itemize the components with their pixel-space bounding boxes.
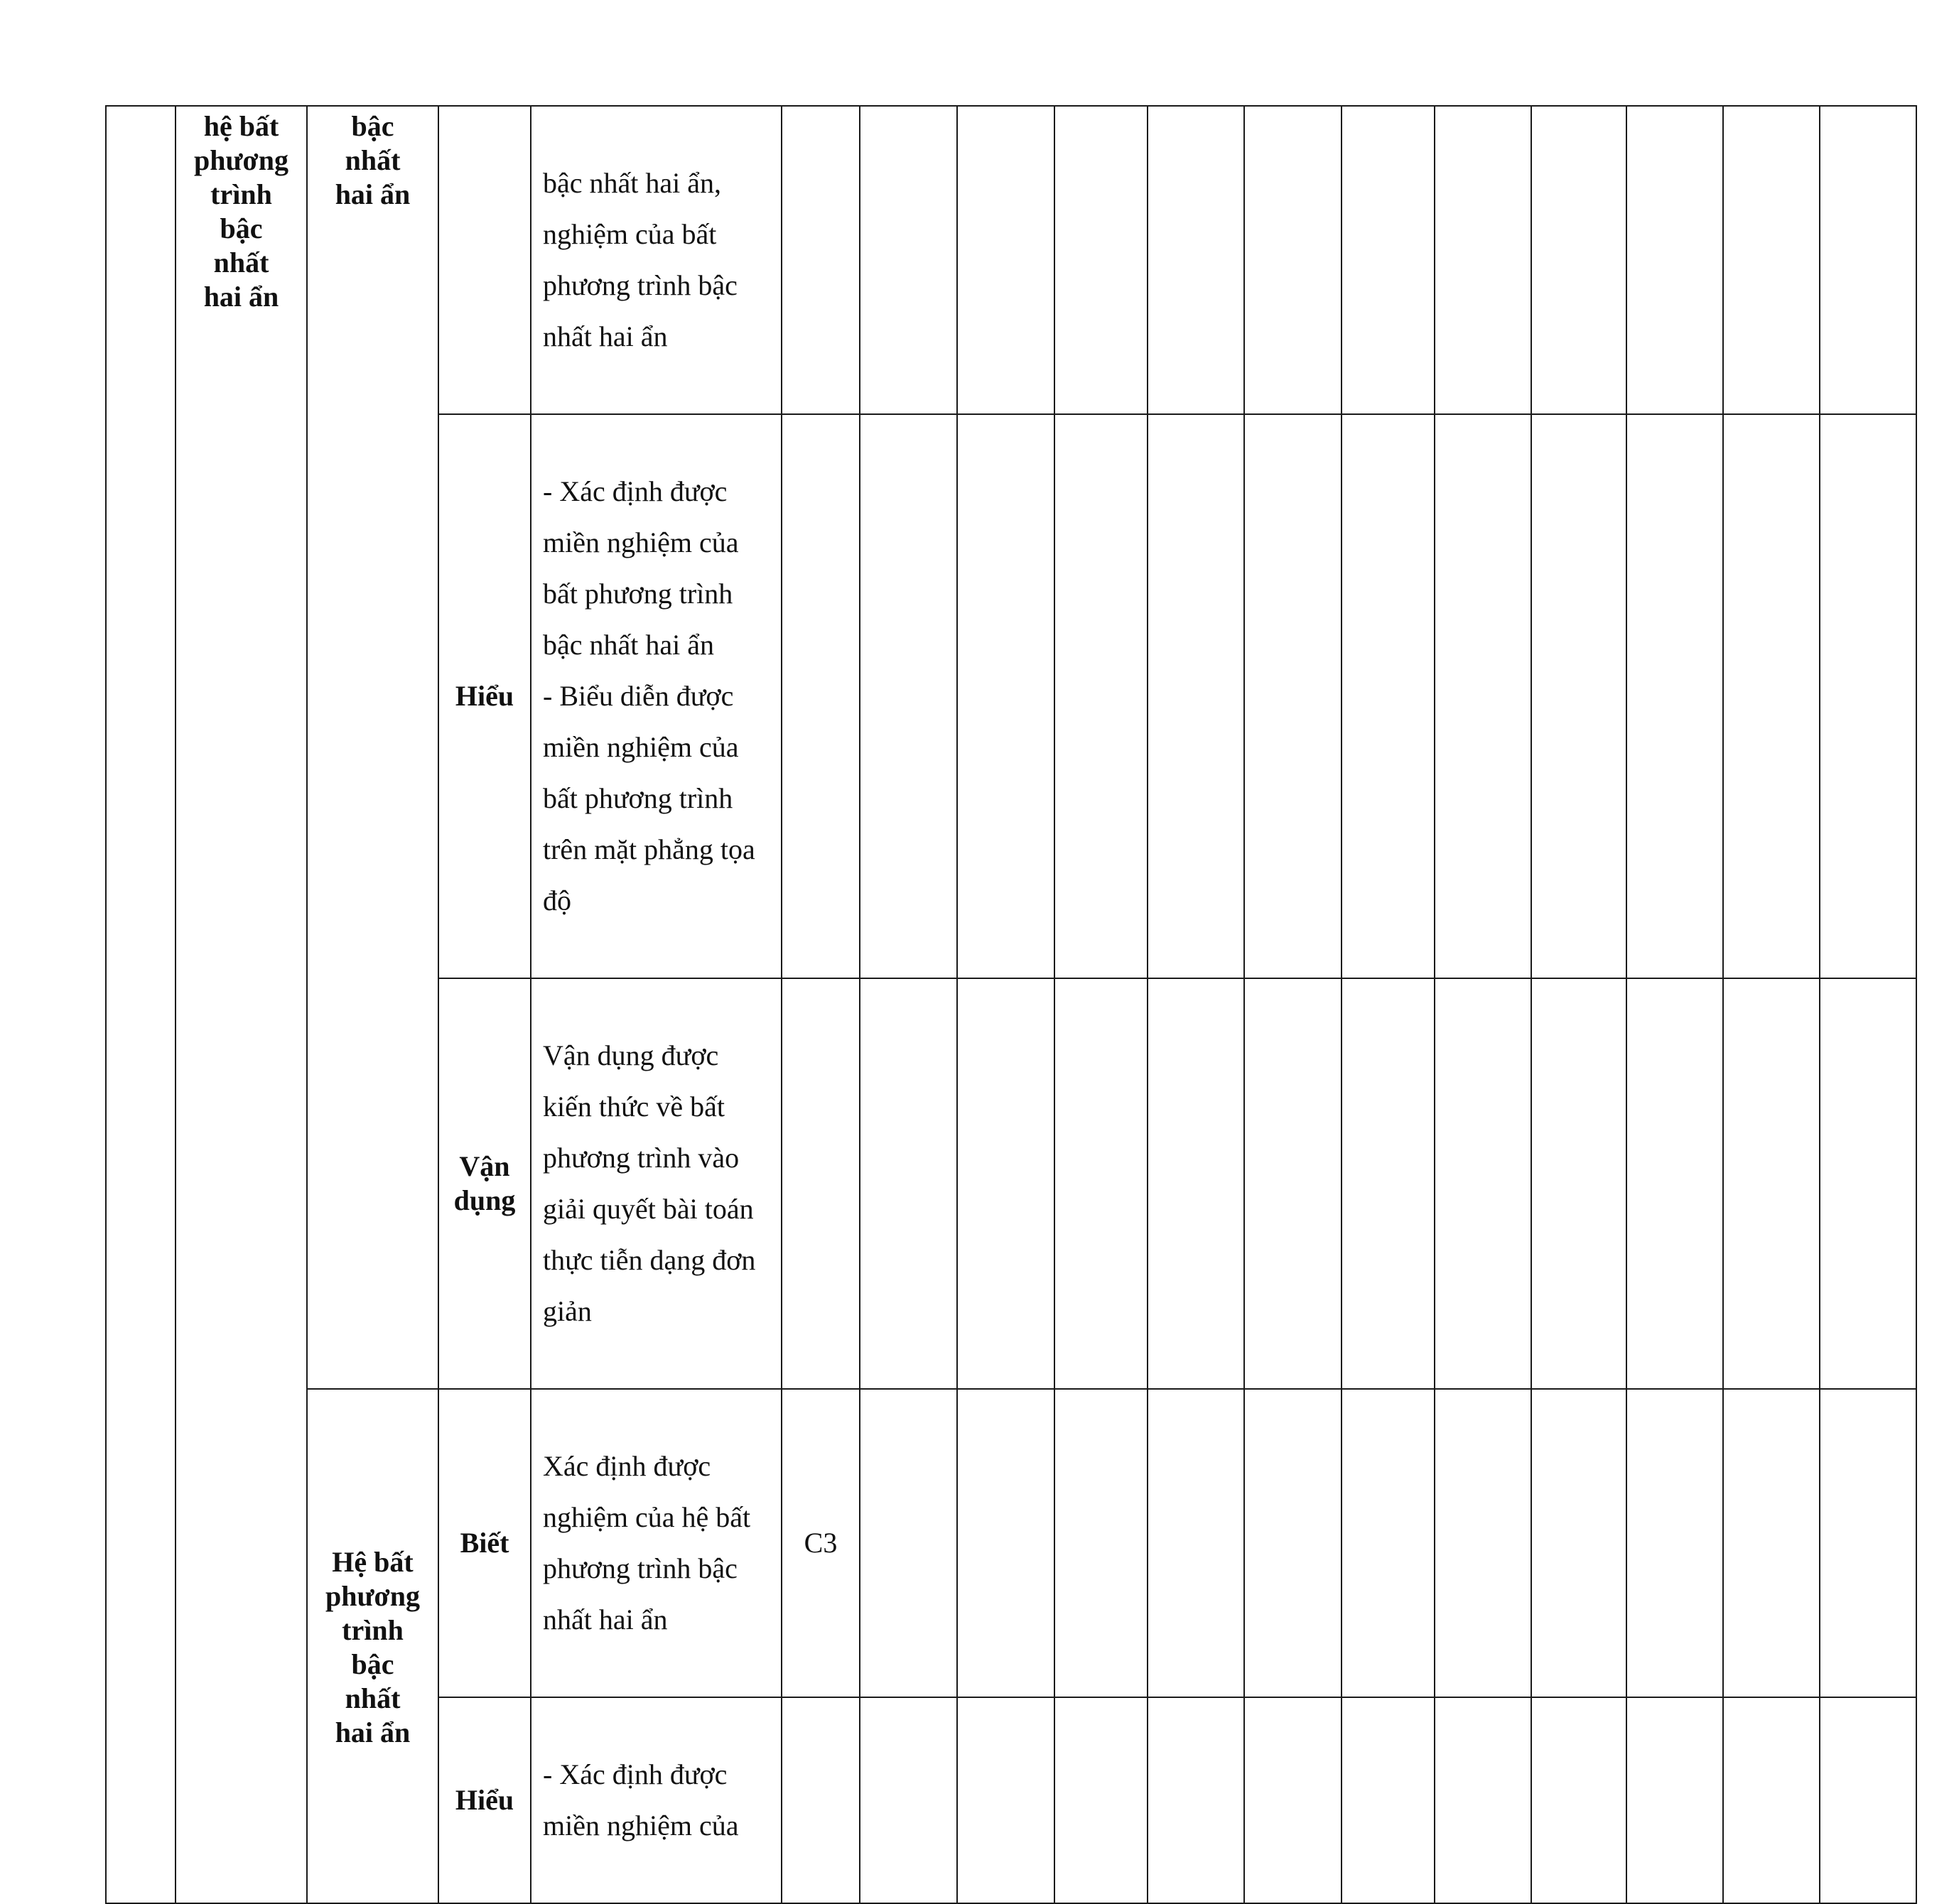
count-cell — [1626, 414, 1723, 978]
question-cell — [782, 106, 860, 414]
count-cell — [1723, 978, 1820, 1389]
count-cell — [1244, 978, 1342, 1389]
topic-label: hệ bất phương trình bậc nhất hai ẩn — [194, 110, 288, 313]
count-cell — [1342, 1697, 1435, 1903]
description-text: - Xác định được miền nghiệm của bất phương trình bậc nhất hai ẩn - Biểu diễn được miền nghiệm của bất phương trình trên mặt phẳng tọa độ — [543, 475, 755, 916]
count-cell — [1723, 106, 1820, 414]
level-label: Vận dụng — [453, 1150, 516, 1216]
level-label: Biết — [460, 1527, 509, 1559]
count-cell — [1531, 414, 1626, 978]
level-cell — [438, 1389, 531, 1697]
count-cell — [860, 414, 957, 978]
description-cell — [531, 978, 782, 1389]
index-cell — [106, 106, 176, 1903]
level-cell — [438, 1697, 531, 1903]
count-cell — [1626, 1389, 1723, 1697]
count-cell — [1820, 978, 1916, 1389]
description-cell — [531, 106, 782, 414]
count-cell — [957, 414, 1054, 978]
table-row — [106, 106, 1916, 414]
count-cell — [1148, 1389, 1244, 1697]
count-cell — [1723, 414, 1820, 978]
count-cell — [957, 1389, 1054, 1697]
count-cell — [1342, 414, 1435, 978]
count-cell — [1054, 1389, 1148, 1697]
count-cell — [1054, 978, 1148, 1389]
count-cell — [1626, 1697, 1723, 1903]
description-text: Vận dụng được kiến thức về bất phương trình vào giải quyết bài toán thực tiễn dạng đơn giản — [543, 1039, 756, 1327]
count-cell — [1820, 414, 1916, 978]
count-cell — [1723, 1389, 1820, 1697]
description-cell — [531, 414, 782, 978]
count-cell — [1820, 1697, 1916, 1903]
level-label: Hiểu — [455, 1784, 514, 1816]
count-cell — [1723, 1697, 1820, 1903]
table-row — [106, 1389, 1916, 1697]
count-cell — [1531, 1389, 1626, 1697]
count-cell — [1820, 106, 1916, 414]
count-cell — [1820, 1389, 1916, 1697]
level-label: Hiểu — [455, 680, 514, 712]
count-cell — [1244, 1697, 1342, 1903]
unit-label: bậc nhất hai ẩn — [335, 110, 411, 210]
unit-cell-inequality — [307, 106, 438, 1389]
count-cell — [860, 978, 957, 1389]
count-cell — [1342, 106, 1435, 414]
count-cell — [1435, 106, 1531, 414]
count-cell — [860, 1697, 957, 1903]
count-cell — [860, 1389, 957, 1697]
question-cell — [782, 1697, 860, 1903]
count-cell — [1435, 978, 1531, 1389]
level-cell — [438, 414, 531, 978]
count-cell — [1148, 414, 1244, 978]
description-text: - Xác định được miền nghiệm của — [543, 1758, 739, 1841]
count-cell — [1054, 106, 1148, 414]
count-cell — [957, 978, 1054, 1389]
count-cell — [1148, 978, 1244, 1389]
question-cell — [782, 1389, 860, 1697]
unit-label: Hệ bất phương trình bậc nhất hai ẩn — [325, 1546, 420, 1748]
count-cell — [957, 106, 1054, 414]
level-cell — [438, 978, 531, 1389]
count-cell — [1435, 1389, 1531, 1697]
count-cell — [1531, 1697, 1626, 1903]
question-cell — [782, 414, 860, 978]
count-cell — [957, 1697, 1054, 1903]
unit-cell-system — [307, 1389, 438, 1903]
count-cell — [1435, 1697, 1531, 1903]
count-cell — [860, 106, 957, 414]
count-cell — [1244, 106, 1342, 414]
count-cell — [1342, 1389, 1435, 1697]
count-cell — [1148, 1697, 1244, 1903]
question-cell — [782, 978, 860, 1389]
count-cell — [1054, 414, 1148, 978]
count-cell — [1626, 978, 1723, 1389]
count-cell — [1244, 414, 1342, 978]
count-cell — [1342, 978, 1435, 1389]
count-cell — [1435, 414, 1531, 978]
description-text: bậc nhất hai ẩn, nghiệm của bất phương trình bậc nhất hai ẩn — [543, 167, 738, 352]
level-cell — [438, 106, 531, 414]
description-cell — [531, 1697, 782, 1903]
count-cell — [1148, 106, 1244, 414]
count-cell — [1054, 1697, 1148, 1903]
count-cell — [1244, 1389, 1342, 1697]
assessment-matrix-table — [105, 105, 1917, 1904]
count-cell — [1531, 106, 1626, 414]
count-cell — [1531, 978, 1626, 1389]
topic-cell — [176, 106, 307, 1903]
question-label: C3 — [804, 1527, 838, 1559]
count-cell — [1626, 106, 1723, 414]
description-cell — [531, 1389, 782, 1697]
description-text: Xác định được nghiệm của hệ bất phương trình bậc nhất hai ẩn — [543, 1450, 751, 1635]
